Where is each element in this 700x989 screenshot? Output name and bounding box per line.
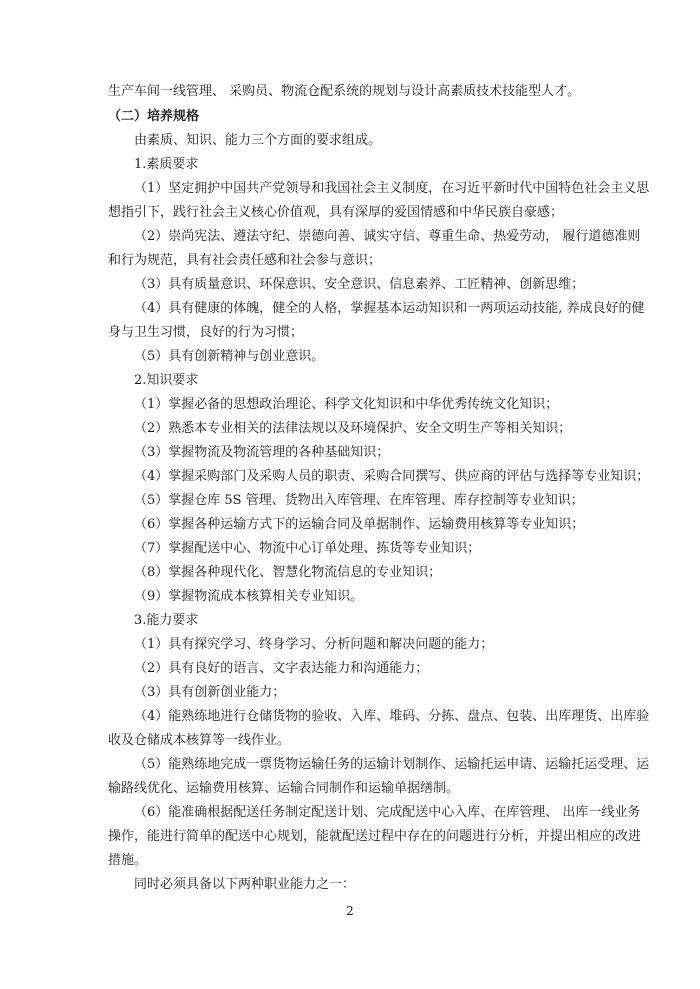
text-line: 身与卫生习惯，良好的行为习惯； xyxy=(108,325,304,340)
text-line: 和行为规范，具有社会责任感和社会参与意识； xyxy=(108,253,382,268)
text-line: 收及仓储成本核算等一线作业。 xyxy=(108,733,291,748)
text-line: （1）掌握必备的思想政治理论、科学文化知识和中华优秀传统文化知识； xyxy=(134,397,559,412)
text-line: （2）具有良好的语言、文字表达能力和沟通能力； xyxy=(134,661,429,676)
subsection-heading: 2.知识要求 xyxy=(134,373,199,388)
text-line: （2）崇尚宪法、遵法守纪、崇德向善、诚实守信、尊重生命、热爱劳动， 履行道德准则 xyxy=(134,229,641,244)
page-number: 2 xyxy=(346,904,354,918)
text-line: （4）具有健康的体魄，健全的人格，掌握基本运动知识和一两项运动技能, 养成良好的健 xyxy=(134,301,645,316)
text-line: （1）具有探究学习、终身学习、分析问题和解决问题的能力； xyxy=(134,637,494,652)
text-line: （6）能准确根据配送任务制定配送计划、完成配送中心入库、在库管理、 出库一线业务 xyxy=(134,805,641,820)
text-line: （3）具有质量意识、环保意识、安全意识、信息素养、工匠精神、创新思维； xyxy=(134,277,585,292)
text-line: 想指引下，践行社会主义核心价值观，具有深厚的爱国情感和中华民族自豪感； xyxy=(108,205,564,220)
text-line: （3）掌握物流及物流管理的各种基础知识； xyxy=(134,445,390,460)
text-line: （4）掌握采购部门及采购人员的职责、采购合同撰写、供应商的评估与选择等专业知识； xyxy=(134,469,650,484)
subsection-heading: 1.素质要求 xyxy=(134,157,199,172)
text-line: （5）能熟练地完成一票货物运输任务的运输计划制作、运输托运申请、运输托运受理、运 xyxy=(134,757,650,772)
text-line: （6）掌握各种运输方式下的运输合同及单据制作、运输费用核算等专业知识； xyxy=(134,517,585,532)
text-line: （8）掌握各种现代化、智慧化物流信息的专业知识； xyxy=(134,565,442,580)
text-line: （9）掌握物流成本核算相关专业知识。 xyxy=(134,589,364,604)
text-line: （1）坚定拥护中国共产党领导和我国社会主义制度，在习近平新时代中国特色社会主义思 xyxy=(134,181,650,196)
text-line: 措施。 xyxy=(108,853,148,868)
text-line: 同时必须具备以下两种职业能力之一： xyxy=(134,877,356,892)
text-line: （5）掌握仓库 5S 管理、货物出入库管理、在库管理、库存控制等专业知识； xyxy=(134,493,584,508)
text-line: 生产车间一线管理、 采购员、物流仓配系统的规划与设计高素质技术技能型人才。 xyxy=(108,84,581,99)
text-line: 由素质、知识、能力三个方面的要求组成。 xyxy=(134,133,382,148)
text-line: 输路线优化、运输费用核算、运输合同制作和运输单据缮制。 xyxy=(108,781,460,796)
text-line: （5）具有创新精神与创业意识。 xyxy=(134,349,325,364)
text-line: （7）掌握配送中心、物流中心订单处理、拣货等专业知识； xyxy=(134,541,481,556)
text-line: 操作，能进行简单的配送中心规划，能就配送过程中存在的问题进行分析，并提出相应的改进 xyxy=(108,829,642,844)
text-line: （4）能熟练地进行仓储货物的验收、入库、堆码、分拣、盘点、包装、出库理货、出库验 xyxy=(134,709,650,724)
text-line: （3）具有创新创业能力； xyxy=(134,685,286,700)
text-line: （2）熟悉本专业相关的法律法规以及环境保护、安全文明生产等相关知识； xyxy=(134,421,572,436)
subsection-heading: 3.能力要求 xyxy=(134,613,199,628)
section-heading: （二）培养规格 xyxy=(108,109,200,124)
